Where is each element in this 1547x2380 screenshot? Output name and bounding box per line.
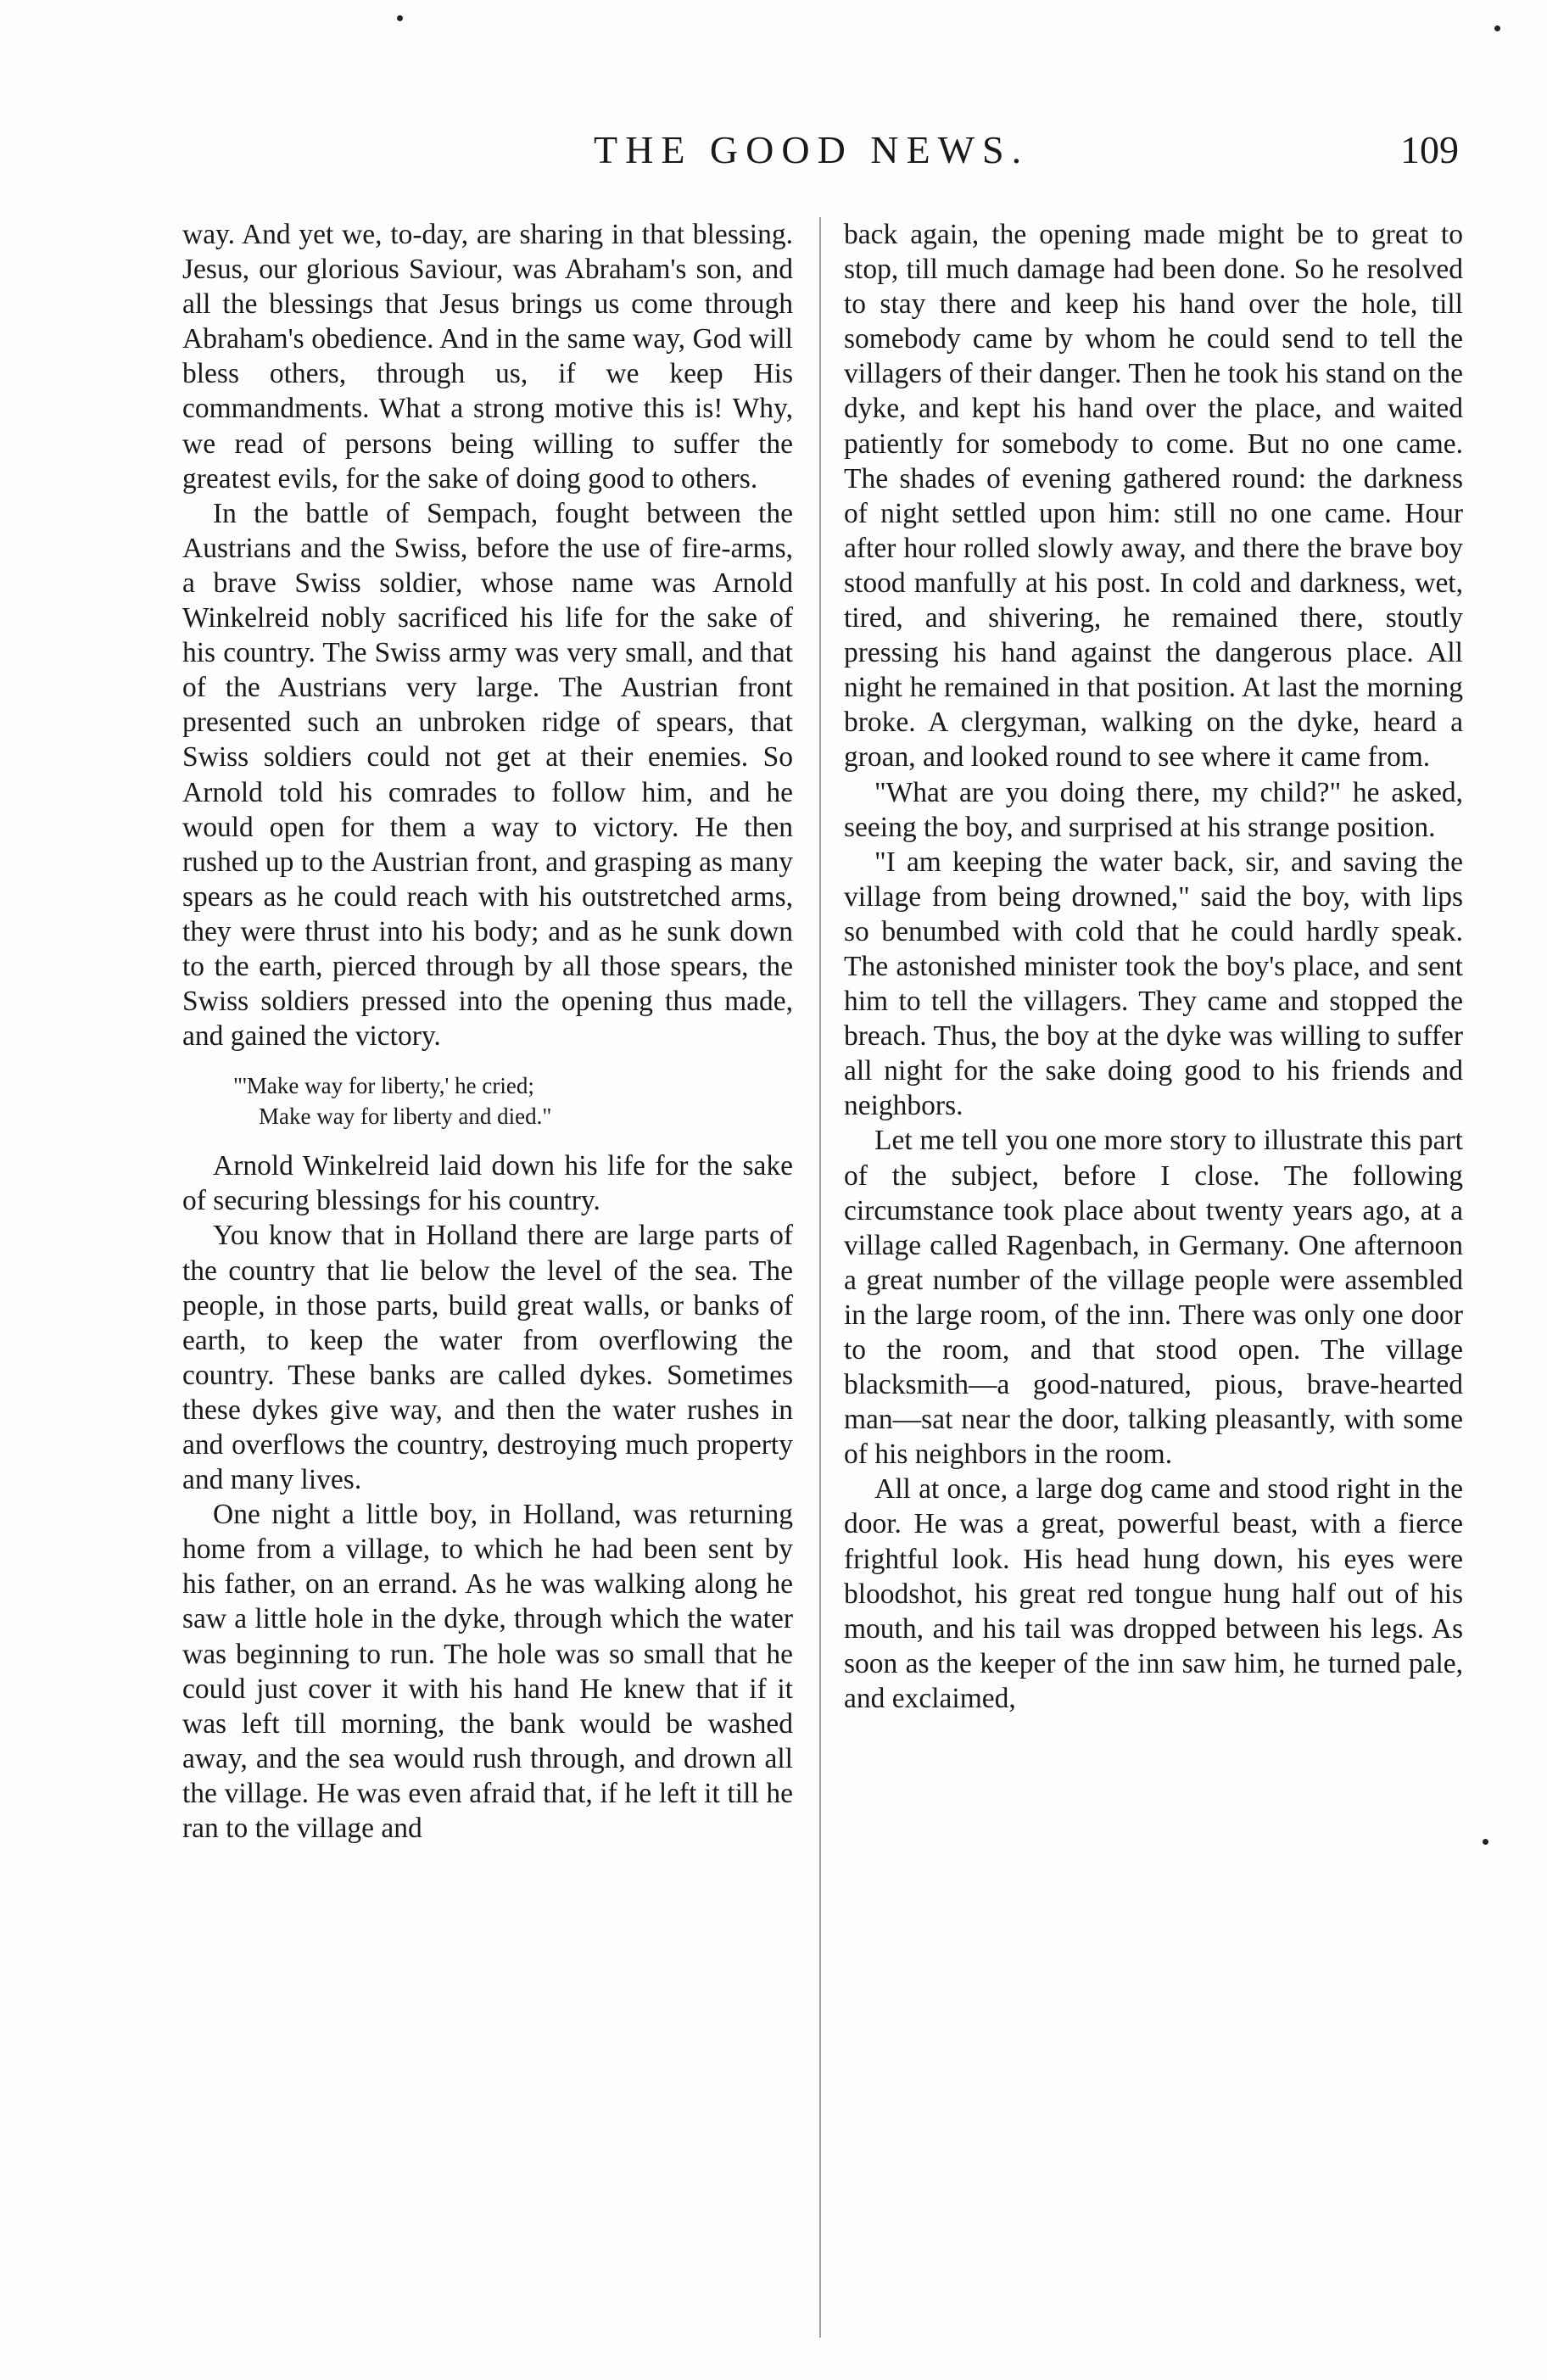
paragraph-question: "What are you doing there, my child?" he asked, seeing the boy, and surprised at his strange position.: [844, 776, 1463, 843]
print-speck: [397, 15, 403, 21]
paragraph-little-boy: One night a little boy, in Holland, was returning home from a village, to which he had been sent by his father, on an errand. As he was walking along he saw a little hole in the dyke, through which the water was beginning to run. The hole was so small that he could just cover it with his hand He knew that if it was left till morning, the bank would be washed away, and the sea would rush through, and drown all the village. He was even afraid that, if he left it till he ran to the village and: [182, 1499, 793, 1845]
paragraph-answer: "I am keeping the water back, sir, and saving the village from being drowned," said the boy, with lips so benumbed with cold that he could hardly speak. The astonished minister took the boy's place, and sent him to tell the villagers. They came and stopped the breach. Thus, the boy at the dyke was willing to suffer all night for the sake doing good to his friends and neighbors.: [844, 846, 1463, 1122]
page-header: [170, 127, 1493, 178]
print-speck: [1483, 1839, 1488, 1845]
quoted-verse: [182, 1070, 793, 1131]
paragraph-continued: back again, the opening made might be to great to stop, till much damage had been done. So he resolved to stay there and keep his hand over the hole, till somebody came by whom he could send to tell the villagers of their danger. Then he took his stand on the dyke, and kept his hand over the place, and waited patiently for somebody to come. But no one came. The shades of evening gathered round: the darkness of night settled upon him: still no one came. Hour after hour rolled slowly away, and there the brave boy stood manfully at his post. In cold and darkness, wet, tired, and shivering, he remained there, stoutly pressing his hand against the dangerous place. All night he remained in that position. At last the morning broke. A clergyman, walking on the dyke, heard a groan, and looked round to see where it came from.: [844, 219, 1463, 774]
paragraph-winkelreid: Arnold Winkelreid laid down his life for the sake of securing blessings for his country.: [182, 1150, 793, 1217]
print-speck: [1494, 25, 1500, 31]
right-column: [844, 217, 1463, 1716]
column-divider: [819, 217, 821, 2338]
paragraph-ragenbach: Let me tell you one more story to illustrate this part of the subject, before I close. The following circumstance took place about twenty years ago, at a village called Ragenbach, in Germany. One afternoon a great number of the village people were assembled in the large room, of the inn. There was only one door to the room, and that stood open. The village blacksmith—a good-natured, pious, brave-hearted man—sat near the door, talking pleasantly, with some of his neighbors in the room.: [844, 1125, 1463, 1471]
verse-line: Make way for liberty and died.": [259, 1103, 552, 1130]
paragraph-holland: You know that in Holland there are large parts of the country that lie below the level of the sea. The people, in those parts, build great walls, or banks of earth, to keep the water from overflowing the country. These banks are called dykes. Sometimes these dykes give way, and then the water rushes in and overflows the country, destroying much property and many lives.: [182, 1220, 793, 1496]
running-title: THE GOOD NEWS.: [594, 128, 1030, 171]
paragraph-sempach: In the battle of Sempach, fought between the Austrians and the Swiss, before the use of fire-arms, a brave Swiss soldier, whose name was Arnold Winkelreid nobly sacrificed his life for the sake of his country. The Swiss army was very small, and that of the Austrians very large. The Austrian front presented such an unbroken ridge of spears, that Swiss soldiers could not get at their enemies. So Arnold told his comrades to follow him, and he would open for them a way to victory. He then rushed up to the Austrian front, and grasping as many spears as he could reach with his outstretched arms, they were thrust into his body; and as he sunk down to the earth, pierced through by all those spears, the Swiss soldiers pressed into the opening thus made, and gained the victory.: [182, 497, 793, 1053]
page-number: 109: [1400, 128, 1459, 171]
verse-line: "'Make way for liberty,' he cried;: [233, 1073, 534, 1099]
paragraph-continued: way. And yet we, to-day, are sharing in that blessing. Jesus, our glorious Saviour, was Abraham's son, and all the blessings that Jesus brings us come through Abraham's obedience. And in the same way, God will bless others, through us, if we keep His commandments. What a strong motive this is! Why, we read of persons being willing to suffer the greatest evils, for the sake of doing good to others.: [182, 219, 793, 494]
left-column: [182, 217, 793, 1846]
paragraph-dog: All at once, a large dog came and stood right in the door. He was a great, powerful beast, with a fierce frightful look. His head hung down, his eyes were bloodshot, his great red tongue hung half out of his mouth, and his tail was dropped between his legs. As soon as the keeper of the inn saw him, he turned pale, and exclaimed,: [844, 1473, 1463, 1714]
